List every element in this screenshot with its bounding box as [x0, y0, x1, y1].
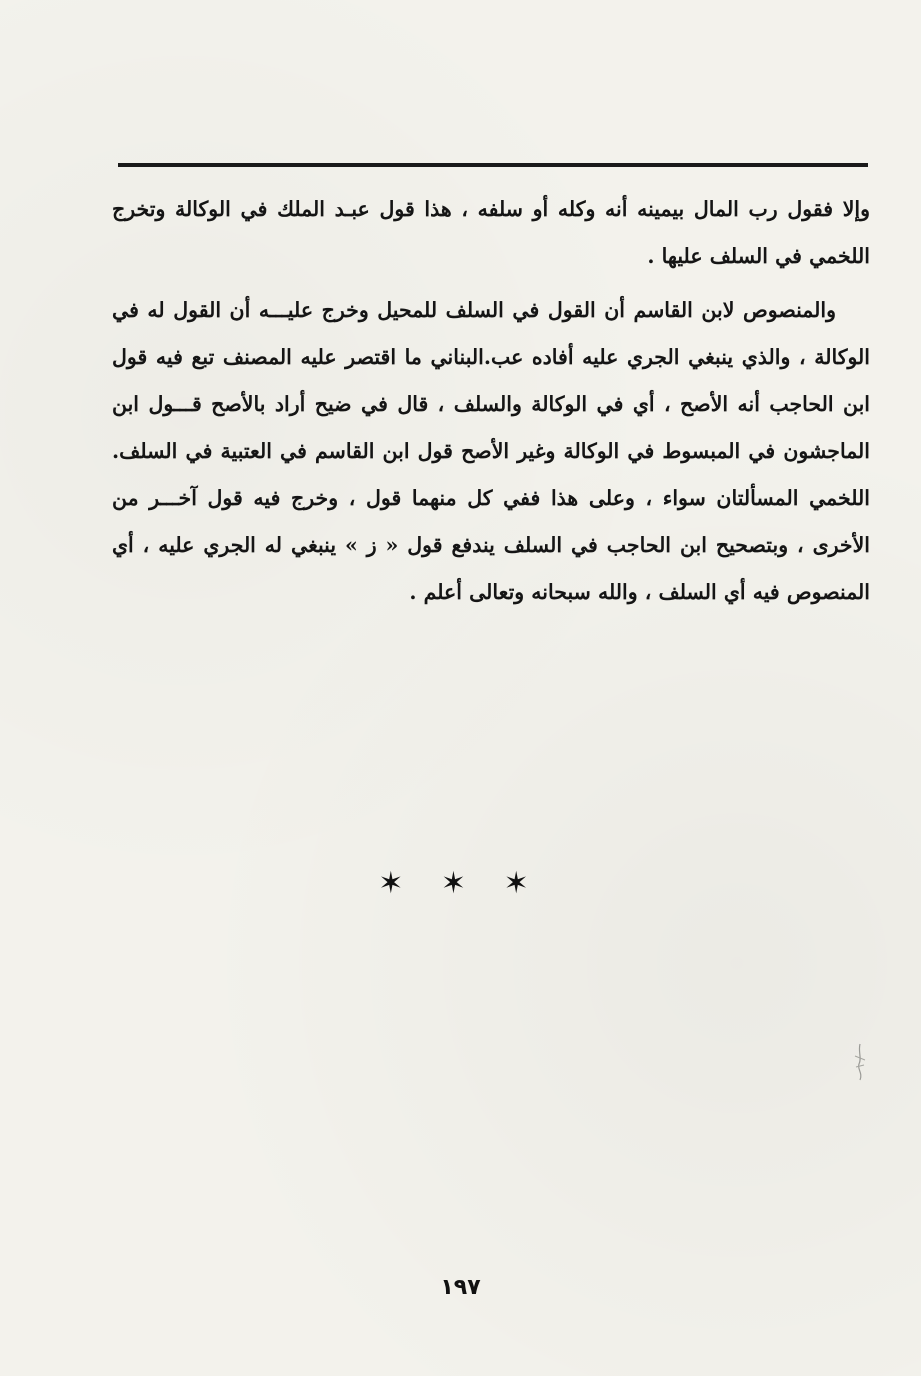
body-text [112, 186, 870, 616]
paragraph-2: والمنصوص لابن القاسم أن القول في السلف للمحيل وخرج عليـــه أن القول له في الوكالة ، والذي ينبغي الجري عليه أفاده عب.البناني ما اقتصر عليه المصنف تبع فيه قول ابن الحاجب أنه الأصح ، أي في الوكالة والسلف ، قال في ضيح أراد بالأصح قـــول ابن الماجشون في المبسوط في الوكالة وغير الأصح قول ابن القاسم في العتبية في السلف. اللخمي المسألتان سواء ، وعلى هذا ففي كل منهما قول ، وخرج فيه قول آخـــر من الأخرى ، وبتصحيح ابن الحاجب في السلف يندفع قول « ز » ينبغي له الجري عليه ، أي المنصوص فيه أي السلف ، والله سبحانه وتعالى أعلم . [112, 298, 870, 604]
section-separator: ✶ ✶ ✶ [378, 866, 543, 901]
margin-pencil-mark [852, 1042, 868, 1082]
page-number: ١٩٧ [440, 1275, 481, 1300]
paragraph-1: وإلا فقول رب المال بيمينه أنه وكله أو سلفه ، هذا قول عبـد الملك في الوكالة وتخرج اللخمي في السلف عليها . [112, 197, 870, 268]
header-rule [118, 163, 868, 167]
